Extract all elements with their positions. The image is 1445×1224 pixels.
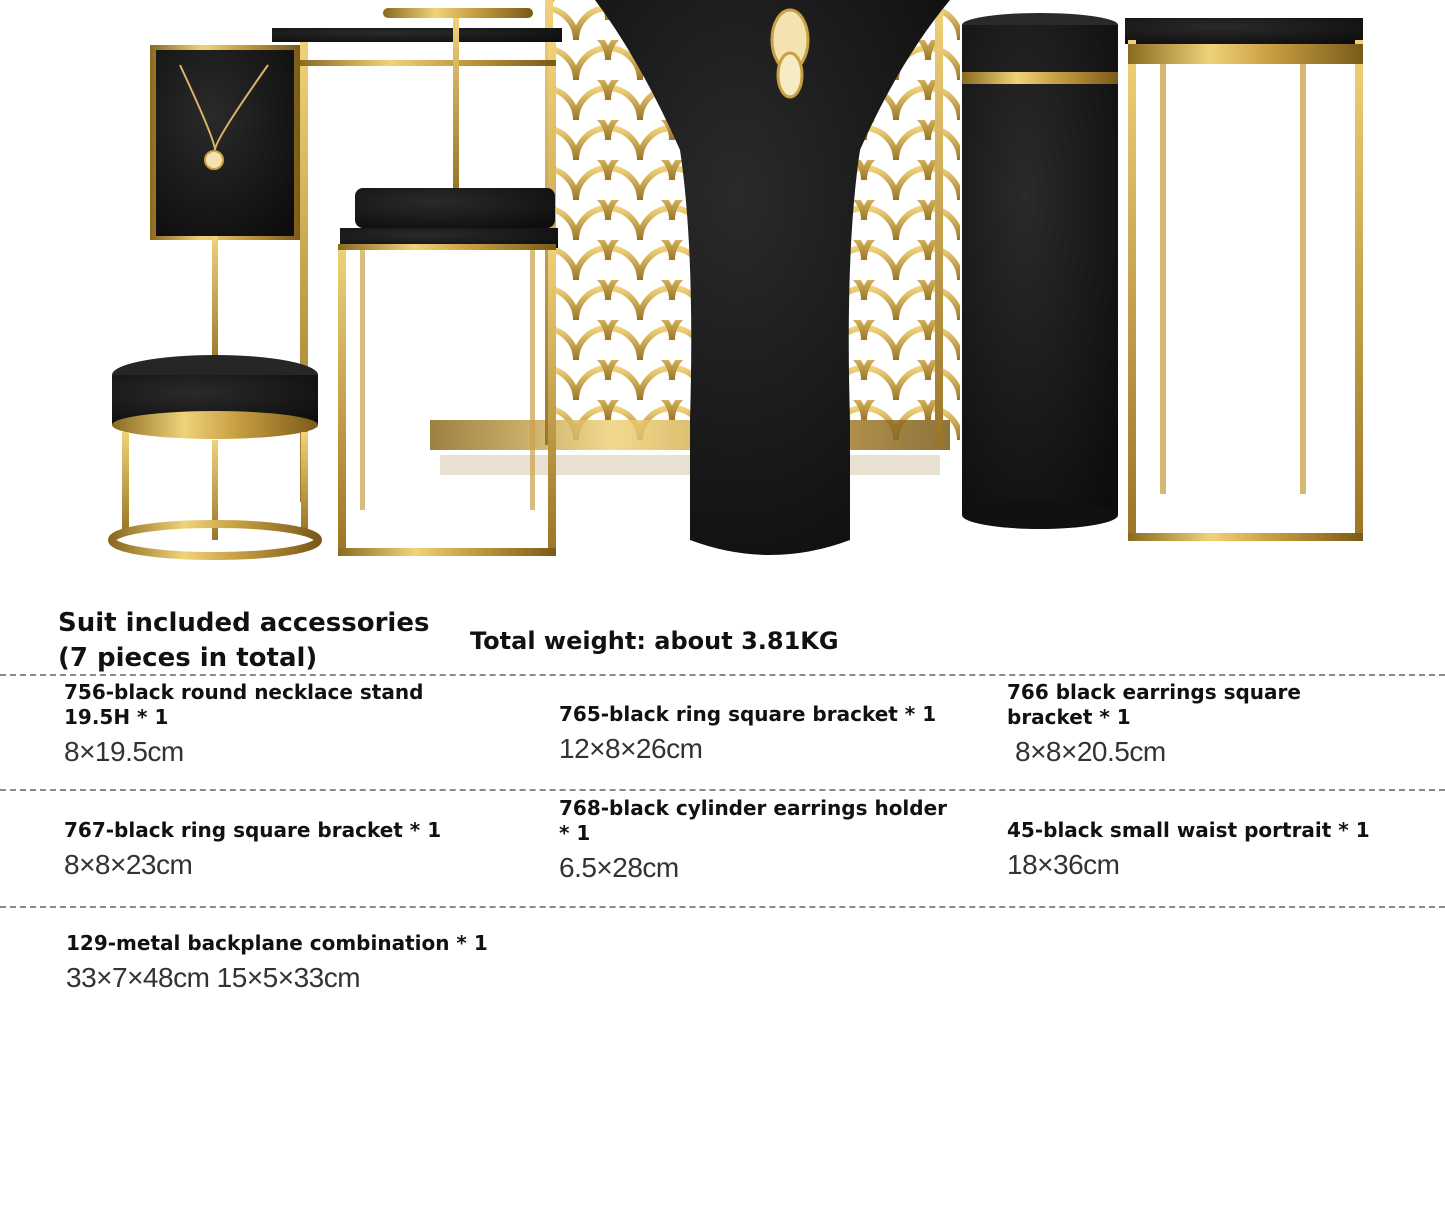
accessory-item bbox=[66, 931, 586, 994]
product-photo bbox=[0, 0, 1445, 580]
accessory-item bbox=[1007, 818, 1407, 881]
accessory-item bbox=[1007, 680, 1337, 768]
heading-line-1: Suit included accessories bbox=[58, 608, 430, 638]
dashed-divider bbox=[0, 674, 1445, 676]
item-name: 45-black small waist portrait * 1 bbox=[1007, 818, 1370, 842]
dashed-divider bbox=[0, 906, 1445, 908]
heading-line-2: (7 pieces in total) bbox=[58, 643, 318, 673]
jewelry-display-illustration bbox=[0, 0, 1445, 580]
item-size: 8×8×23cm bbox=[64, 849, 193, 880]
accessory-item bbox=[559, 796, 959, 884]
item-name: 765-black ring square bracket * 1 bbox=[559, 702, 937, 726]
item-size: 12×8×26cm bbox=[559, 733, 703, 764]
item-name: 768-black cylinder earrings holder * 1 bbox=[559, 796, 948, 845]
item-size: 8×19.5cm bbox=[64, 736, 184, 767]
dashed-divider bbox=[0, 789, 1445, 791]
item-size: 8×8×20.5cm bbox=[1015, 736, 1166, 767]
item-name: 129-metal backplane combination * 1 bbox=[66, 931, 488, 955]
cylinder-earrings-holder bbox=[962, 13, 1118, 529]
item-name: 766 black earrings square bracket * 1 bbox=[1007, 680, 1301, 729]
accessory-item bbox=[64, 680, 494, 768]
item-name: 756-black round necklace stand 19.5H * 1 bbox=[64, 680, 424, 729]
accessory-item bbox=[559, 702, 979, 765]
item-size: 18×36cm bbox=[1007, 849, 1120, 880]
item-name: 767-black ring square bracket * 1 bbox=[64, 818, 442, 842]
item-size: 6.5×28cm bbox=[559, 852, 679, 883]
item-size: 33×7×48cm 15×5×33cm bbox=[66, 962, 361, 993]
section-heading bbox=[58, 606, 458, 676]
total-weight: Total weight: about 3.81KG bbox=[470, 627, 839, 655]
accessory-item bbox=[64, 818, 494, 881]
